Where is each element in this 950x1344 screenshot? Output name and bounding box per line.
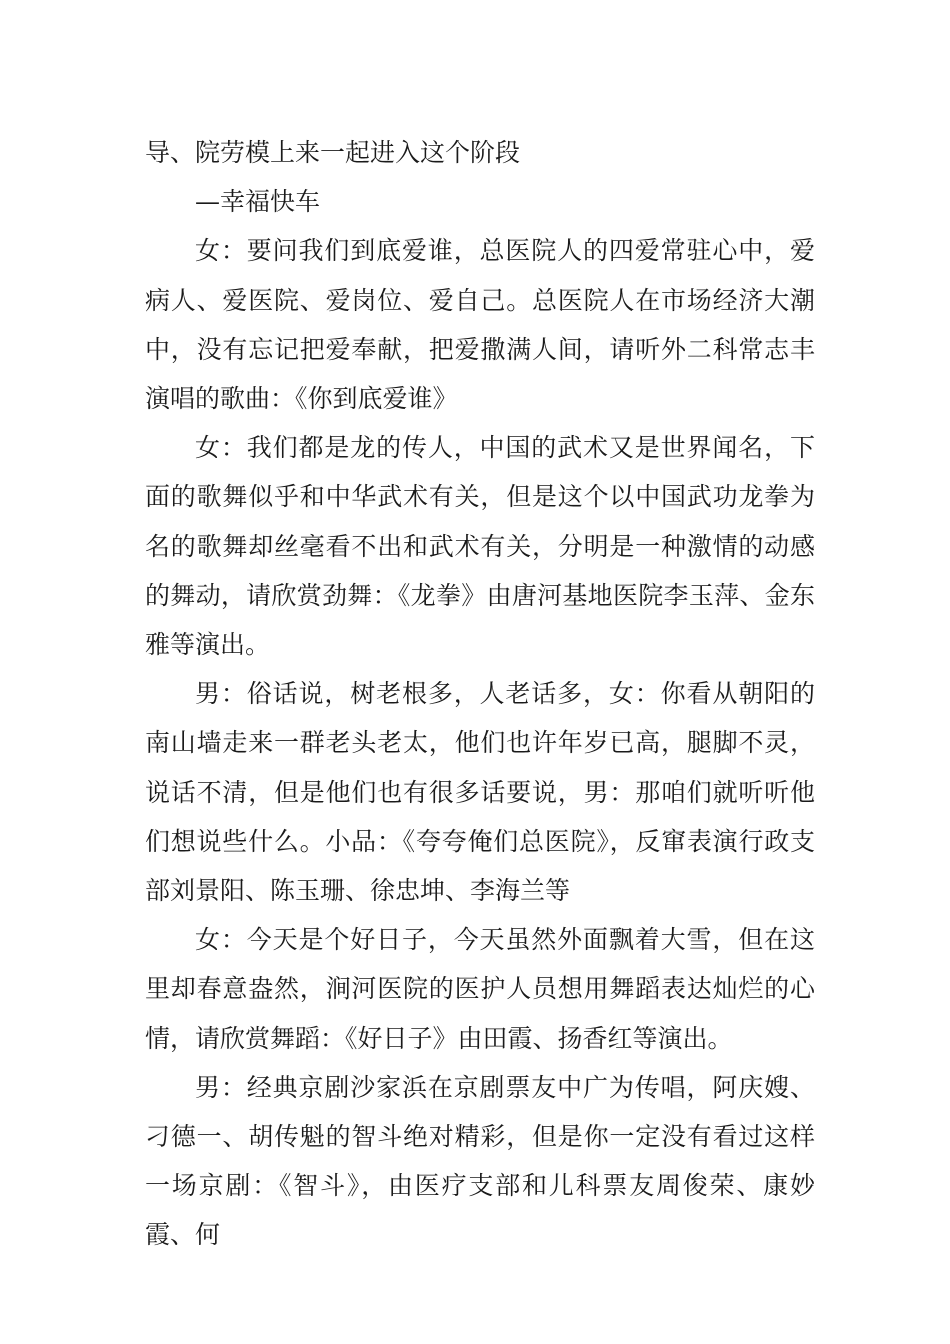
document-body bbox=[145, 128, 815, 1260]
paragraph-continuation: 导、院劳模上来一起进入这个阶段 bbox=[145, 138, 521, 167]
paragraph-section-title: —幸福快车 bbox=[195, 187, 321, 217]
paragraph: 女：要问我们到底爱谁，总医院人的四爱常驻心中，爱病人、爱医院、爱岗位、爱自己。总医院人在市场经济大潮中，没有忘记把爱奉献，把爱撒满人间，请听外二科常志丰演唱的歌曲：《你到底爱谁》 bbox=[145, 236, 815, 414]
paragraph: 男：经典京剧沙家浜在京剧票友中广为传唱，阿庆嫂、刁德一、胡传魁的智斗绝对精彩，但是你一定没有看过这样一场京剧：《智斗》，由医疗支部和儿科票友周俊荣、康妙霞、何 bbox=[145, 1072, 815, 1250]
paragraph: 女：我们都是龙的传人，中国的武术又是世界闻名，下面的歌舞似乎和中华武术有关，但是这个以中国武功龙拳为名的歌舞却丝毫看不出和武术有关，分明是一种激情的动感的舞动，请欣赏劲舞：《龙拳》由唐河基地医院李玉萍、金东雅等演出。 bbox=[145, 433, 815, 660]
paragraph: 女：今天是个好日子，今天虽然外面飘着大雪，但在这里却春意盎然，涧河医院的医护人员想用舞蹈表达灿烂的心情，请欣赏舞蹈：《好日子》由田霞、扬香红等演出。 bbox=[145, 925, 815, 1053]
paragraph: 男：俗话说，树老根多，人老话多，女：你看从朝阳的南山墙走来一群老头老太，他们也许年岁已高，腿脚不灵，说话不清，但是他们也有很多话要说，男：那咱们就听听他们想说些什么。小品：《夸夸俺们总医院》，反窜表演行政支部刘景阳、陈玉珊、徐忠坤、李海兰等 bbox=[145, 679, 815, 906]
